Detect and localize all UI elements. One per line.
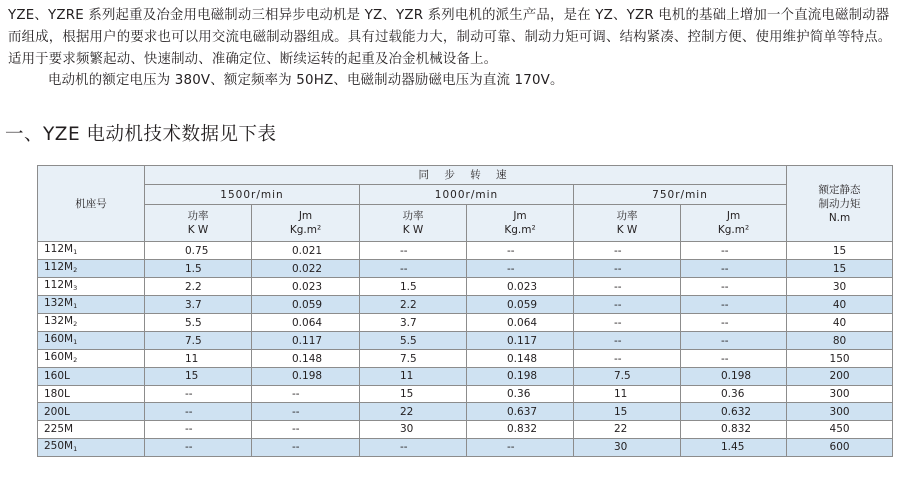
cell-jm-1000: 0.198 <box>467 368 574 386</box>
cell-jm-1000: 0.637 <box>467 403 574 421</box>
cell-power-1000: 5.5 <box>360 332 467 350</box>
section-title: 一、YZE 电动机技术数据见下表 <box>5 124 277 145</box>
model-subscript: 1 <box>73 248 78 256</box>
model-name: 132M <box>44 297 74 309</box>
cell-model <box>38 368 145 386</box>
cell-jm-750: 0.632 <box>681 403 787 421</box>
power-unit: K W <box>402 224 424 236</box>
cell-power-750: 30 <box>574 438 681 456</box>
header-speed-750: 750r/min <box>574 185 787 205</box>
cell-model <box>38 260 145 278</box>
cell-jm-750: -- <box>681 260 787 278</box>
cell-power-1000: -- <box>360 260 467 278</box>
model-name: 180L <box>44 388 70 401</box>
table-row <box>38 314 893 332</box>
cell-brake-torque: 40 <box>787 296 893 314</box>
cell-power-1000: 30 <box>360 421 467 439</box>
header-jm-1500 <box>252 205 360 242</box>
cell-jm-1500: 0.117 <box>252 332 360 350</box>
brake-header-line2: 制动力矩 <box>818 197 861 210</box>
model-name: 112M <box>44 243 74 255</box>
cell-jm-1000: -- <box>467 242 574 260</box>
cell-model <box>38 421 145 439</box>
cell-power-1000: 3.7 <box>360 314 467 332</box>
cell-power-750: 22 <box>574 421 681 439</box>
cell-jm-1500: 0.148 <box>252 350 360 368</box>
cell-jm-1000: 0.023 <box>467 278 574 296</box>
cell-brake-torque: 600 <box>787 438 893 456</box>
intro-paragraph: YZE、YZRE 系列起重及冶金用电磁制动三相异步电动机是 YZ、YZR 系列电机的派生产品，是在 YZ、YZR 电机的基础上增加一个直流电磁制动器而组成，根据用户的要求也可以用交流电磁制动器组成。具有过载能力大，制动可靠、制动力矩可调、结构紧凑、控制方便、使用维护简单等特点。适用于要求频繁起动、快速制动、准确定位、断续运转的起重及冶金机械设备上。 <box>8 8 892 67</box>
cell-power-1000: -- <box>360 438 467 456</box>
cell-power-750: -- <box>574 332 681 350</box>
cell-power-750: -- <box>574 242 681 260</box>
jm-unit: Kg.m² <box>504 224 536 236</box>
cell-power-1500: 0.75 <box>145 242 252 260</box>
cell-power-1000: 1.5 <box>360 278 467 296</box>
table-row <box>38 385 893 403</box>
cell-model <box>38 385 145 403</box>
cell-jm-1500: 0.064 <box>252 314 360 332</box>
cell-jm-750: -- <box>681 350 787 368</box>
table-row <box>38 332 893 350</box>
cell-jm-1000: 0.832 <box>467 421 574 439</box>
cell-power-1000: 11 <box>360 368 467 386</box>
cell-power-750: -- <box>574 296 681 314</box>
cell-power-1000: 2.2 <box>360 296 467 314</box>
table-row <box>38 421 893 439</box>
cell-jm-1500: -- <box>252 403 360 421</box>
cell-jm-1000: -- <box>467 260 574 278</box>
cell-brake-torque: 150 <box>787 350 893 368</box>
cell-power-750: -- <box>574 278 681 296</box>
cell-power-750: -- <box>574 314 681 332</box>
cell-brake-torque: 15 <box>787 242 893 260</box>
cell-model <box>38 332 145 350</box>
cell-power-1500: -- <box>145 403 252 421</box>
jm-unit: Kg.m² <box>717 224 750 236</box>
cell-power-1500: -- <box>145 421 252 439</box>
power-label: 功率 <box>402 210 424 222</box>
power-unit: K W <box>187 224 209 236</box>
brake-header-unit: N.m <box>828 211 851 224</box>
header-sync-speed: 同 步 转 速 <box>145 166 787 185</box>
header-speed-1000: 1000r/min <box>360 185 574 205</box>
model-name: 200L <box>44 405 70 418</box>
cell-brake-torque: 300 <box>787 403 893 421</box>
model-name: 160M <box>44 351 74 363</box>
model-subscript: 1 <box>73 444 78 453</box>
table-row <box>38 296 893 314</box>
cell-brake-torque: 450 <box>787 421 893 439</box>
table-row <box>38 368 893 386</box>
cell-power-750: 7.5 <box>574 368 681 386</box>
model-subscript: 3 <box>73 284 78 292</box>
cell-power-1000: 7.5 <box>360 350 467 368</box>
intro-text <box>8 5 894 92</box>
power-unit: K W <box>616 224 638 236</box>
spec-table <box>37 165 893 457</box>
header-power-1500 <box>145 205 252 242</box>
cell-power-1500: 1.5 <box>145 260 252 278</box>
model-subscript: 2 <box>73 356 78 364</box>
model-subscript: 1 <box>73 302 78 310</box>
cell-power-1500: 5.5 <box>145 314 252 332</box>
header-speed-1500: 1500r/min <box>145 185 360 205</box>
table-row <box>38 242 893 260</box>
model-name: 160M <box>44 333 74 345</box>
model-name: 225M <box>44 423 74 436</box>
cell-jm-1500: -- <box>252 421 360 439</box>
jm-label: Jm <box>726 210 741 222</box>
jm-label: Jm <box>298 210 313 222</box>
model-name: 160L <box>44 370 70 383</box>
cell-model <box>38 278 145 296</box>
cell-jm-750: 1.45 <box>681 438 787 456</box>
cell-model <box>38 242 145 260</box>
cell-jm-1500: 0.022 <box>252 260 360 278</box>
cell-jm-1500: 0.021 <box>252 242 360 260</box>
table-row <box>38 403 893 421</box>
cell-power-750: -- <box>574 260 681 278</box>
header-brake-torque <box>787 166 893 242</box>
cell-jm-750: -- <box>681 242 787 260</box>
cell-jm-1500: -- <box>252 438 360 456</box>
header-jm-1000 <box>467 205 574 242</box>
table-row <box>38 350 893 368</box>
power-label: 功率 <box>187 210 209 222</box>
cell-jm-750: 0.832 <box>681 421 787 439</box>
cell-power-1500: -- <box>145 438 252 456</box>
cell-jm-1000: 0.059 <box>467 296 574 314</box>
jm-unit: Kg.m² <box>289 224 322 236</box>
cell-power-1000: 15 <box>360 385 467 403</box>
model-name: 132M <box>44 315 74 327</box>
cell-jm-1000: 0.36 <box>467 385 574 403</box>
cell-brake-torque: 200 <box>787 368 893 386</box>
brake-header-line1: 额定静态 <box>818 183 861 196</box>
cell-jm-1500: 0.023 <box>252 278 360 296</box>
cell-power-750: 11 <box>574 385 681 403</box>
table-row <box>38 260 893 278</box>
model-subscript: 2 <box>73 320 78 328</box>
cell-brake-torque: 15 <box>787 260 893 278</box>
header-model: 机座号 <box>38 166 145 242</box>
cell-brake-torque: 300 <box>787 385 893 403</box>
header-power-1000 <box>360 205 467 242</box>
cell-model <box>38 438 145 456</box>
cell-jm-1500: -- <box>252 385 360 403</box>
model-subscript: 1 <box>73 338 78 346</box>
cell-model <box>38 296 145 314</box>
cell-jm-750: -- <box>681 296 787 314</box>
cell-jm-1500: 0.059 <box>252 296 360 314</box>
intro-voltage-paragraph: 电动机的额定电压为 380V、额定频率为 50HZ、电磁制动器励磁电压为直流 170V。 <box>48 73 564 89</box>
cell-brake-torque: 30 <box>787 278 893 296</box>
table-row <box>38 438 893 456</box>
model-subscript: 2 <box>73 266 78 274</box>
cell-power-750: -- <box>574 350 681 368</box>
cell-model <box>38 403 145 421</box>
cell-brake-torque: 80 <box>787 332 893 350</box>
header-power-750 <box>574 205 681 242</box>
cell-jm-1000: -- <box>467 438 574 456</box>
cell-jm-750: -- <box>681 278 787 296</box>
cell-power-1500: 2.2 <box>145 278 252 296</box>
cell-jm-750: -- <box>681 332 787 350</box>
model-name: 112M <box>44 261 74 273</box>
power-label: 功率 <box>616 210 638 222</box>
header-jm-750 <box>681 205 787 242</box>
cell-brake-torque: 40 <box>787 314 893 332</box>
cell-jm-1500: 0.198 <box>252 368 360 386</box>
cell-power-1000: -- <box>360 242 467 260</box>
cell-jm-750: 0.36 <box>681 385 787 403</box>
model-name: 112M <box>44 279 74 291</box>
cell-jm-1000: 0.117 <box>467 332 574 350</box>
cell-jm-1000: 0.148 <box>467 350 574 368</box>
table-body <box>38 242 893 457</box>
cell-power-1500: -- <box>145 385 252 403</box>
cell-jm-750: 0.198 <box>681 368 787 386</box>
cell-model <box>38 350 145 368</box>
cell-power-1000: 22 <box>360 403 467 421</box>
cell-power-1500: 15 <box>145 368 252 386</box>
cell-jm-750: -- <box>681 314 787 332</box>
table-row <box>38 278 893 296</box>
cell-model <box>38 314 145 332</box>
cell-jm-1000: 0.064 <box>467 314 574 332</box>
model-name: 250M <box>44 439 74 452</box>
cell-power-1500: 11 <box>145 350 252 368</box>
cell-power-1500: 3.7 <box>145 296 252 314</box>
cell-power-1500: 7.5 <box>145 332 252 350</box>
cell-power-750: 15 <box>574 403 681 421</box>
jm-label: Jm <box>513 210 527 222</box>
